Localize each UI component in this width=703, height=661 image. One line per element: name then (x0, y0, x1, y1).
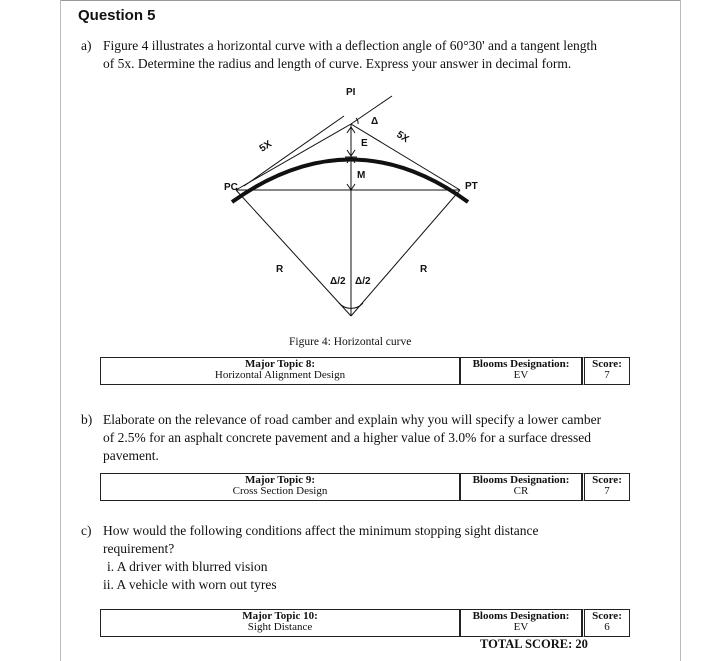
topic-label: Major Topic 8: (244, 358, 316, 370)
score-cell (582, 473, 630, 501)
score-cell (582, 357, 630, 385)
topic-table-10 (100, 609, 630, 637)
blooms-cell (460, 609, 582, 637)
score-value: 6 (604, 621, 610, 633)
radius-right (351, 190, 460, 316)
score-label: Score: (592, 358, 622, 370)
score-value: 7 (604, 485, 610, 497)
label-tangent-right: 5X (394, 129, 411, 146)
topic-table-8 (100, 357, 630, 385)
part-a-line-1: Figure 4 illustrates a horizontal curve with a deflection angle of 60°30' and a tangent length (103, 38, 598, 53)
topic-label: Major Topic 10: (242, 610, 318, 622)
topic-name: Horizontal Alignment Design (214, 369, 346, 381)
label-r-left: R (276, 264, 284, 275)
part-c-line-2: requirement? (103, 541, 175, 556)
topic-cell (100, 357, 460, 385)
label-e: E (361, 138, 368, 149)
label-m: M (357, 170, 366, 181)
question-title: Question 5 (78, 7, 156, 24)
dimension-line-left (244, 116, 344, 186)
topic-name: Cross Section Design (232, 485, 328, 497)
label-delta: Δ (371, 116, 379, 127)
label-tangent-left: 5X (257, 138, 274, 155)
part-c-question (81, 522, 663, 594)
blooms-cell (460, 473, 582, 501)
blooms-value: EV (513, 369, 529, 381)
part-b-line-2: of 2.5% for an asphalt concrete pavement and a higher value of 3.0% for a surface dressed (103, 430, 592, 445)
topic-table-9 (100, 473, 630, 501)
part-b-line-1: Elaborate on the relevance of road camber and explain why you will specify a lower camber (103, 412, 602, 427)
blooms-value: EV (513, 621, 529, 633)
part-c-item-1: i. A driver with blurred vision (107, 559, 268, 574)
label-pt: PT (465, 181, 478, 192)
topic-cell (100, 609, 460, 637)
topic-name: Sight Distance (247, 621, 313, 633)
label-pi: PI (346, 87, 356, 98)
blooms-label: Blooms Designation: (472, 610, 570, 622)
part-b-label: b) (81, 412, 93, 427)
label-pc: PC (224, 182, 238, 193)
label-r-right: R (420, 264, 428, 275)
topic-label: Major Topic 9: (244, 474, 316, 486)
blooms-label: Blooms Designation: (472, 358, 570, 370)
curve-arc (232, 160, 468, 203)
label-half-delta-right: Δ/2 (355, 276, 371, 287)
part-a-line-2: of 5x. Determine the radius and length of curve. Express your answer in decimal form. (103, 56, 572, 71)
blooms-label: Blooms Designation: (472, 474, 570, 486)
topic-cell (100, 473, 460, 501)
score-cell (582, 609, 630, 637)
score-label: Score: (592, 610, 622, 622)
blooms-value: CR (513, 485, 529, 497)
part-b-line-3: pavement. (103, 448, 159, 463)
score-label: Score: (592, 474, 622, 486)
blooms-cell (460, 357, 582, 385)
part-c-item-2: ii. A vehicle with worn out tyres (103, 577, 277, 592)
part-c-label: c) (81, 523, 92, 538)
score-value: 7 (604, 369, 610, 381)
part-b-question (81, 411, 663, 465)
radius-left (236, 190, 351, 316)
total-score: TOTAL SCORE: 20 (480, 637, 588, 651)
label-half-delta-left: Δ/2 (330, 276, 346, 287)
part-c-line-1: How would the following conditions affect the minimum stopping sight distance (103, 523, 539, 538)
part-a-label: a) (81, 38, 92, 53)
figure-caption: Figure 4: Horizontal curve (289, 336, 412, 348)
